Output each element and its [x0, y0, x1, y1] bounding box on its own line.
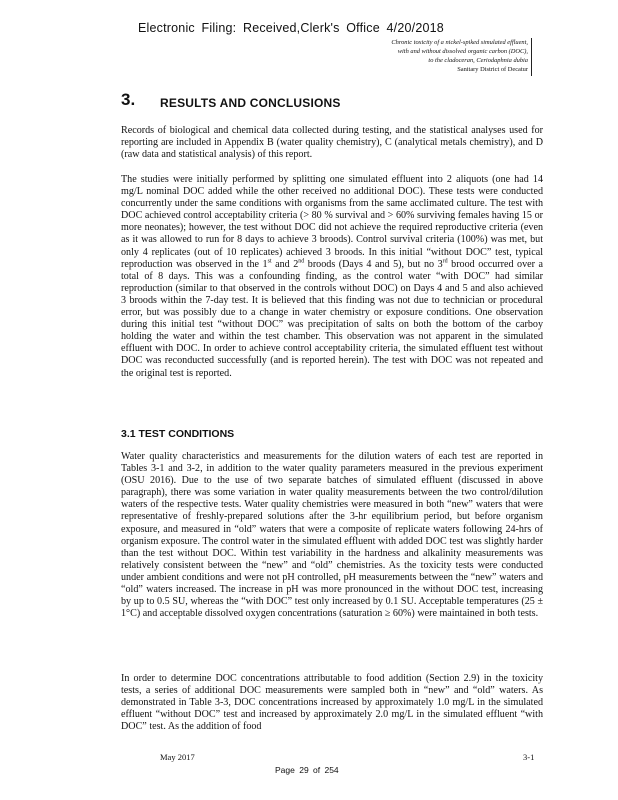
paragraph-records: Records of biological and chemical data collected during testing, and the statistical analyses used for reporting are included in Appendix B (water quality chemistry), C (analytical metals chemistry), and D (raw data and statistical analysis) of this report. — [121, 125, 543, 161]
running-header — [391, 38, 528, 74]
superscript-rd: rd — [442, 258, 448, 265]
paragraph-studies-part-d: brood occurred over a total of 8 days. This was a confounding finding, as the control water “with DOC” had similar reproduction (similar to that observed in the controls without DOC) on Days 4 and 5 and also achieved 3 broods within the 7-day test. It is believed that this finding was not due to technician or procedural error, but was possibly due to a change in water chemistry or exposure conditions. One observation during this initial test “without DOC” was precipitation of salts on both the bottom of the carboy holding the water and within the test chamber. This observation was not apparent in the simulated effluent with DOC. In order to achieve control acceptability criteria, the simulated effluent test without DOC was reconducted successfully (and is reported herein). The test with DOC was not repeated and the original test is reported. — [121, 258, 543, 379]
paragraph-doc-concentrations: In order to determine DOC concentrations attributable to food addition (Section 2.9) in the toxicity tests, a series of additional DOC measurements were sampled both in “new” and “old” waters. As demonstrated in Table 3-3, DOC concentrations increased by approximately 1.0 mg/L in the simulated effluent “without DOC” test and increased by approximately 2.0 mg/L in the simulated effluent “with DOC” test. As the addition of food — [121, 673, 543, 733]
section-title: RESULTS AND CONCLUSIONS — [160, 96, 341, 110]
subsection-title: 3.1 TEST CONDITIONS — [121, 428, 235, 440]
header-line-2: with and without dissolved organic carbon (DOC), — [397, 48, 528, 55]
header-line-3: to the cladoceran, Ceriodaphnia dubia — [428, 57, 528, 64]
paragraph-studies-part-b: and 2 — [271, 258, 299, 270]
header-divider — [531, 38, 532, 76]
superscript-nd: nd — [298, 258, 305, 265]
header-line-1: Chronic toxicity of a nickel-spiked simulated effluent, — [391, 39, 528, 46]
header-organization: Sanitary District of Decatur — [457, 66, 528, 73]
footer-date: May 2017 — [160, 752, 195, 762]
paragraph-studies-part-c: broods (Days 4 and 5), but no 3 — [304, 258, 443, 270]
paragraph-studies — [121, 174, 543, 380]
filing-stamp: Electronic Filing: Received,Clerk's Office 4/20/2018 — [138, 21, 444, 35]
section-number: 3. — [121, 90, 136, 109]
footer-page-label: 3-1 — [523, 752, 535, 762]
paragraph-water-quality: Water quality characteristics and measurements for the dilution waters of each test are reported in Tables 3-1 and 3-2, in addition to the water quality parameters measured in the previous experiment (OSU 2016). Due to the use of two separate batches of simulated effluent (discussed in above paragraph), there was some variation in water quality measurements between the two control/dilution waters of the respective tests. Water quality chemistries were measured in both “new” waters that were representative of freshly-prepared solutions after the 3-hr equilibrium period, but before organism exposure, and measured in “old” waters that were a composite of replicate waters following 24-hrs of organism exposure. The control water in the simulated effluent with added DOC test was slightly harder than the test without DOC. Within test variability in the hardness and alkalinity measurements was relatively consistent between the “new” and “old” chemistries. As the toxicity tests were conducted under ambient conditions and were not pH controlled, pH measurements between the “new” waters and “old” waters increased. The increase in pH was more pronounced in the without DOC test, increasing by up to 0.5 SU, whereas the “with DOC” test only increased by 0.1 SU. Acceptable temperatures (25 ± 1°C) and acceptable dissolved oxygen concentrations (saturation ≥ 60%) were maintained in both tests. — [121, 451, 543, 620]
page-counter: Page 29 of 254 — [275, 765, 339, 775]
superscript-st: st — [267, 258, 272, 265]
paragraph-studies-part-a: The studies were initially performed by splitting one simulated effluent into 2 aliquots (one had 14 mg/L nominal DOC added while the other received no additional DOC). These tests were conducted concurrently under the same conditions with organisms from the same acclimated culture. The test with DOC achieved control acceptability criteria (> 80 % survival and > 60% surviving females having 15 or more neonates); however, the test without DOC did not achieve the required reproductive criteria (even as it was allowed to run for 8 days to achieve 3 broods). Control survival criteria (100%) was met, but only 4 replicates (out of 10 replicates) achieved 3 broods. In this initial “without DOC” test, typical reproduction was observed in the 1 — [121, 174, 543, 270]
